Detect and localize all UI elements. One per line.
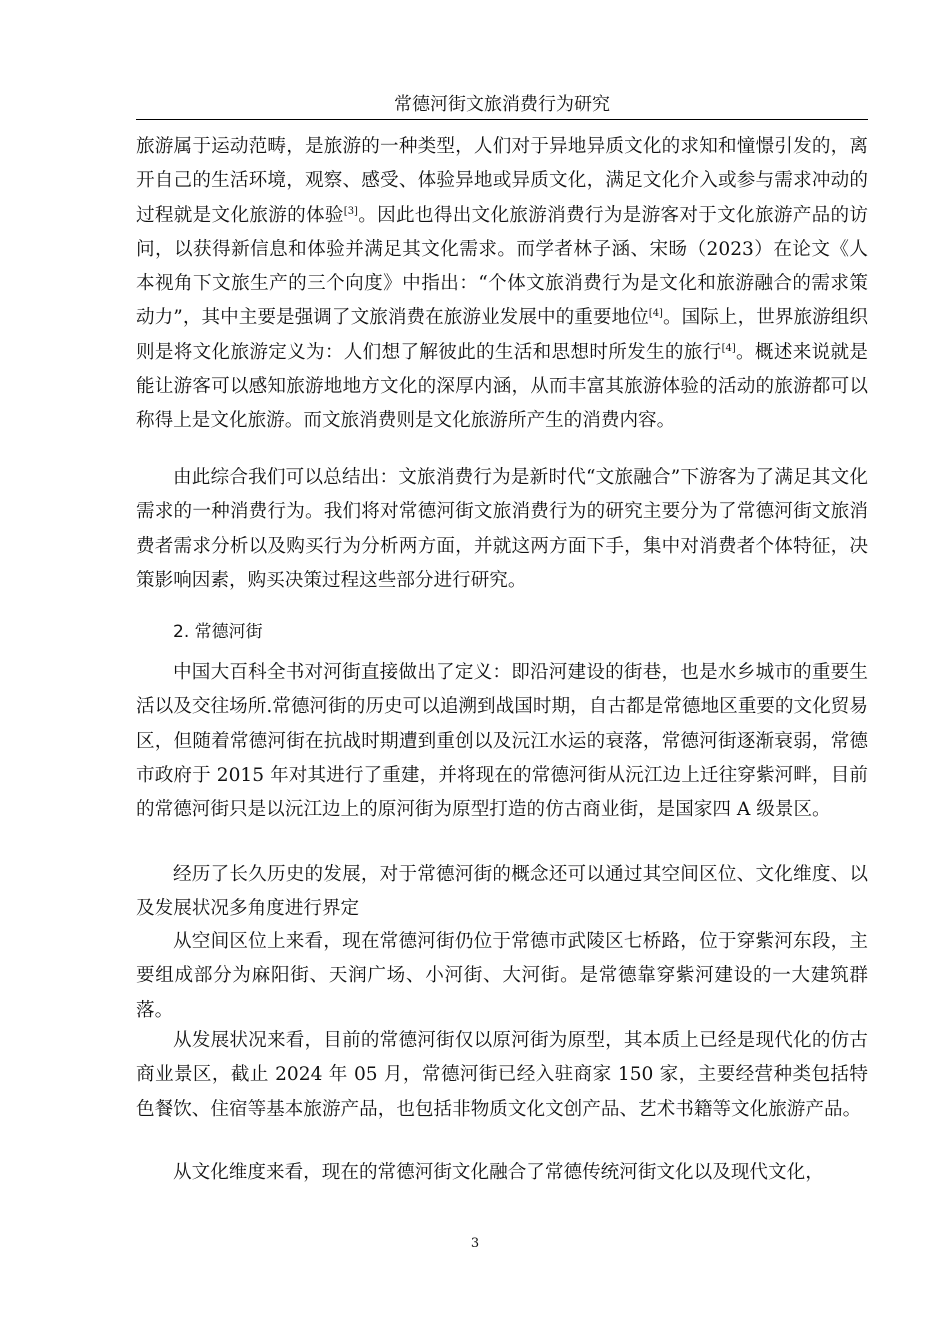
paragraph-development-status: 从发展状况来看，目前的常德河街仅以原河街为原型，其本质上已经是现代化的仿古商业景区，截止 2024 年 05 月，常德河街已经入驻商家 150 家，主要经营种类包括特色餐饮、住宿等基本旅游产品，也包括非物质文化文创产品、艺术书籍等文化旅游产品。 (136, 1030, 868, 1120)
paragraph-summary: 由此综合我们可以总结出：文旅消费行为是新时代“文旅融合”下游客为了满足其文化需求的一种消费行为。我们将对常德河街文旅消费行为的研究主要分为了常德河街文旅消费者需求分析以及购买行为分析两方面，并就这两方面下手，集中对消费者个体特征，决策影响因素，购买决策过程这些部分进行研究。 (136, 467, 868, 591)
citation-ref: [4] (648, 308, 663, 320)
page-number: 3 (470, 1236, 480, 1251)
section-heading: 2. 常德河街 (173, 622, 263, 642)
paragraph-cultural-tourism-definition (136, 130, 868, 439)
paragraph-text: 旅游属于运动范畴，是旅游的一种类型，人们对于异地异质文化的求知和憧憬引发的，离开自己的生活环境，观察、感受、体验异地或异质文化，满足文化介入或参与需求冲动的过程就是文化旅游的体验 (136, 136, 868, 226)
header-rule (136, 119, 868, 120)
citation-ref: [4] (721, 342, 736, 354)
paragraph-concept-intro: 经历了长久历史的发展，对于常德河街的概念还可以通过其空间区位、文化维度、以及发展状况多角度进行界定 (136, 864, 868, 920)
paragraph-cultural-dimension: 从文化维度来看，现在的常德河街文化融合了常德传统河街文化以及现代文化， (173, 1162, 824, 1183)
paragraph-text: 。概述来说就是能让游客可以感知旅游地地方文化的深厚内涵，从而丰富其旅游体验的活动的旅游都可以称得上是文化旅游。而文旅消费则是文化旅游所产生的消费内容。 (136, 341, 868, 432)
paragraph-text: 。国际上，世界旅游组织则是将文化旅游定义为：人们想了解彼此的生活和思想时所发生的旅行 (136, 307, 868, 363)
citation-ref: [3] (343, 205, 358, 217)
page-header-title: 常德河街文旅消费行为研究 (394, 94, 610, 115)
paragraph-hejie-definition: 中国大百科全书对河街直接做出了定义：即沿河建设的街巷，也是水乡城市的重要生活以及交往场所.常德河街的历史可以追溯到战国时期，自古都是常德地区重要的文化贸易区，但随着常德河街在抗战时期遭到重创以及沅江水运的衰落，常德河街逐渐衰弱，常德市政府于 2015 年对其进行了重建，并将现在的常德河街从沅江边上迁往穿紫河畔，目前的常德河街只是以沅江边上的原河街为原型打造的仿古商业街，是国家四 A 级景区。 (136, 662, 868, 821)
paragraph-spatial-location: 从空间区位上来看，现在常德河街仍位于常德市武陵区七桥路，位于穿紫河东段，主要组成部分为麻阳街、天润广场、小河街、大河街。是常德靠穿紫河建设的一大建筑群落。 (136, 931, 868, 1021)
paragraph-text: 。因此也得出文化旅游消费行为是游客对于文化旅游产品的访问，以获得新信息和体验并满足其文化需求。而学者林子涵、宋旸（2023）在论文《人本视角下文旅生产的三个向度》中指出：“个体文旅消费行为是文化和旅游融合的需求策动力”，其中主要是强调了文旅消费在旅游业发展中的重要地位 (136, 204, 868, 329)
